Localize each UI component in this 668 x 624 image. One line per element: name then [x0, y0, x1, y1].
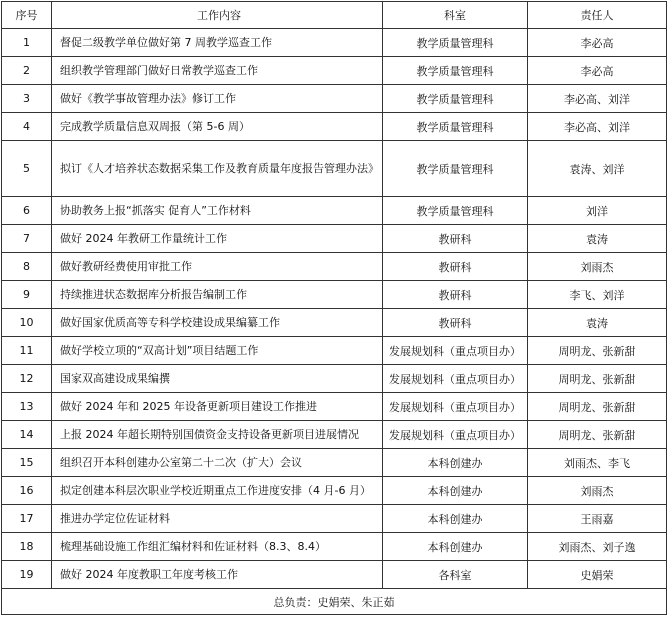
table-row [2, 29, 667, 57]
row-owner: 李必高 [528, 57, 667, 85]
row-task: 完成教学质量信息双周报（第 5-6 周） [52, 113, 383, 141]
row-task: 拟定创建本科层次职业学校近期重点工作进度安排（4 月-6 月） [52, 477, 383, 505]
header-task: 工作内容 [52, 2, 383, 29]
row-task: 组织召开本科创建办公室第二十二次（扩大）会议 [52, 449, 383, 477]
row-task: 做好 2024 年教研工作量统计工作 [52, 225, 383, 253]
row-owner: 刘洋 [528, 197, 667, 225]
row-dept: 发展规划科（重点项目办） [383, 337, 528, 365]
row-owner: 王雨嘉 [528, 505, 667, 533]
table-row [2, 477, 667, 505]
row-task: 督促二级教学单位做好第 7 周教学巡查工作 [52, 29, 383, 57]
table-body [2, 29, 667, 589]
row-dept: 教学质量管理科 [383, 197, 528, 225]
row-owner: 李必高、刘洋 [528, 85, 667, 113]
row-task: 上报 2024 年超长期特别国债资金支持设备更新项目进展情况 [52, 421, 383, 449]
row-owner: 袁涛 [528, 225, 667, 253]
row-no: 6 [2, 197, 52, 225]
row-owner: 史娟荣 [528, 561, 667, 589]
row-owner: 李必高、刘洋 [528, 113, 667, 141]
row-owner: 刘雨杰、刘子逸 [528, 533, 667, 561]
row-owner: 刘雨杰 [528, 253, 667, 281]
header-owner: 责任人 [528, 2, 667, 29]
row-dept: 发展规划科（重点项目办） [383, 365, 528, 393]
row-no: 19 [2, 561, 52, 589]
row-dept: 教学质量管理科 [383, 29, 528, 57]
row-task: 组织教学管理部门做好日常教学巡查工作 [52, 57, 383, 85]
row-dept: 教学质量管理科 [383, 57, 528, 85]
table-row [2, 421, 667, 449]
row-task: 拟订《人才培养状态数据采集工作及教育质量年度报告管理办法》 [52, 141, 383, 197]
table-row [2, 505, 667, 533]
table-row [2, 561, 667, 589]
row-no: 3 [2, 85, 52, 113]
row-owner: 袁涛、刘洋 [528, 141, 667, 197]
table-row [2, 57, 667, 85]
row-owner: 周明龙、张新甜 [528, 421, 667, 449]
row-task: 推进办学定位佐证材料 [52, 505, 383, 533]
row-no: 12 [2, 365, 52, 393]
row-dept: 本科创建办 [383, 449, 528, 477]
row-dept: 本科创建办 [383, 477, 528, 505]
row-task: 做好 2024 年和 2025 年设备更新项目建设工作推进 [52, 393, 383, 421]
row-no: 9 [2, 281, 52, 309]
table-row [2, 393, 667, 421]
row-owner: 李必高 [528, 29, 667, 57]
row-task: 协助教务上报“抓落实 促育人”工作材料 [52, 197, 383, 225]
row-dept: 教学质量管理科 [383, 113, 528, 141]
row-dept: 教研科 [383, 309, 528, 337]
row-dept: 教研科 [383, 253, 528, 281]
work-plan-table [1, 1, 667, 615]
row-no: 18 [2, 533, 52, 561]
row-no: 5 [2, 141, 52, 197]
row-owner: 周明龙、张新甜 [528, 393, 667, 421]
row-task: 做好 2024 年度教职工年度考核工作 [52, 561, 383, 589]
table-row [2, 365, 667, 393]
table-row [2, 225, 667, 253]
row-task: 持续推进状态数据库分析报告编制工作 [52, 281, 383, 309]
row-task: 做好教研经费使用审批工作 [52, 253, 383, 281]
row-owner: 袁涛 [528, 309, 667, 337]
footer-row [2, 589, 667, 615]
row-owner: 李飞、刘洋 [528, 281, 667, 309]
row-no: 13 [2, 393, 52, 421]
row-no: 8 [2, 253, 52, 281]
row-no: 16 [2, 477, 52, 505]
total-responsible: 总负责：史娟荣、朱正茹 [2, 589, 667, 615]
row-no: 1 [2, 29, 52, 57]
row-no: 14 [2, 421, 52, 449]
table-row [2, 113, 667, 141]
row-no: 17 [2, 505, 52, 533]
row-no: 4 [2, 113, 52, 141]
row-dept: 教学质量管理科 [383, 141, 528, 197]
header-row [2, 2, 667, 29]
row-dept: 发展规划科（重点项目办） [383, 421, 528, 449]
row-dept: 教研科 [383, 225, 528, 253]
row-owner: 周明龙、张新甜 [528, 337, 667, 365]
row-dept: 教研科 [383, 281, 528, 309]
table-row [2, 281, 667, 309]
row-owner: 刘雨杰、李飞 [528, 449, 667, 477]
row-dept: 各科室 [383, 561, 528, 589]
table-row [2, 197, 667, 225]
row-no: 15 [2, 449, 52, 477]
row-dept: 本科创建办 [383, 505, 528, 533]
row-owner: 刘雨杰 [528, 477, 667, 505]
row-task: 梳理基础设施工作组汇编材料和佐证材料（8.3、8.4） [52, 533, 383, 561]
row-task: 做好《教学事故管理办法》修订工作 [52, 85, 383, 113]
row-task: 国家双高建设成果编撰 [52, 365, 383, 393]
header-dept: 科室 [383, 2, 528, 29]
row-owner: 周明龙、张新甜 [528, 365, 667, 393]
table-row [2, 309, 667, 337]
row-no: 7 [2, 225, 52, 253]
header-no: 序号 [2, 2, 52, 29]
table-row [2, 253, 667, 281]
row-no: 11 [2, 337, 52, 365]
row-dept: 教学质量管理科 [383, 85, 528, 113]
table-row [2, 533, 667, 561]
row-dept: 本科创建办 [383, 533, 528, 561]
row-no: 2 [2, 57, 52, 85]
row-task: 做好学校立项的“双高计划”项目结题工作 [52, 337, 383, 365]
row-dept: 发展规划科（重点项目办） [383, 393, 528, 421]
table-row [2, 449, 667, 477]
row-task: 做好国家优质高等专科学校建设成果编纂工作 [52, 309, 383, 337]
row-no: 10 [2, 309, 52, 337]
table-row [2, 141, 667, 197]
table-row [2, 85, 667, 113]
table-row [2, 337, 667, 365]
